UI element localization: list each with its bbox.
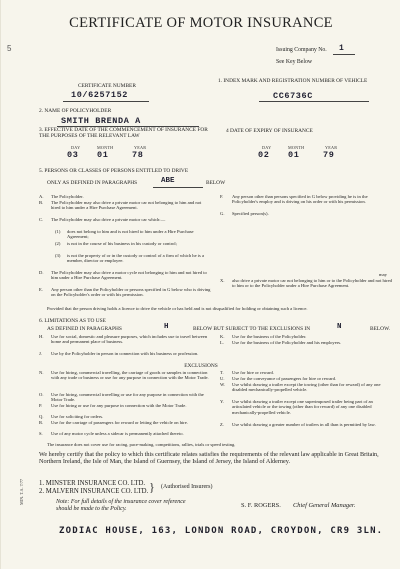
start-month: 01 — [97, 150, 109, 160]
end-day-caption: DAY — [262, 145, 272, 150]
insurers-brace: } — [149, 480, 155, 494]
end-year: 79 — [323, 150, 335, 160]
use-paragraph: H — [164, 323, 169, 331]
para-x: also drive a private motor car not belonging to him or to the Policyholder and not hired to him or to the Policyholder under a Hire Purchase Agreement. — [232, 278, 392, 289]
page-title: CERTIFICATE OF MOTOR INSURANCE — [69, 15, 333, 31]
policyholder-label: 2. NAME OF POLICYHOLDER — [39, 108, 112, 114]
certificate-number-label: CERTIFICATE NUMBER — [78, 83, 136, 89]
start-day-caption: DAY — [71, 145, 81, 150]
para-r: Use for the carriage of passengers for reward or letting the vehicle on hire. — [51, 420, 188, 425]
policy-note: Note: For full details of the insurance cover reference should be made to the Policy. — [56, 499, 186, 512]
para-u: Use for the conveyance of passengers for hire or reward. — [232, 376, 337, 381]
certify-statement: We hereby certify that the policy to which this certificate relates satisfies the requirements of the relevant law applicable in Great Britain, Northern Ireland, the Isle of Man, the Island of Guernsey, the Island of Jersey, the Island of Alderney. — [39, 451, 379, 465]
start-year-caption: YEAR — [134, 145, 147, 150]
start-year: 78 — [132, 150, 144, 160]
para-w: Use whilst drawing a trailer except the towing (other than for reward) of any one disabled mechanically-propelled vehicle. — [232, 382, 381, 393]
certificate-number: 10/6257152 — [71, 90, 129, 100]
insurer-1: 1. MINSTER INSURANCE CO. LTD. — [39, 480, 146, 487]
see-key-note: See Key Below — [276, 59, 313, 65]
para-k: Use for the business of the Policyholder. — [232, 334, 307, 339]
signatory-title: Chief General Manager. — [293, 502, 356, 509]
authorised-insurers-label: (Authorised Insurers) — [161, 484, 213, 490]
para-d: The Policyholder may also drive a motor cycle not belonging to him and not hired to him under a Hire Purchase Agreement. — [51, 270, 207, 281]
para-z: Use whilst drawing a greater number of trailers in all than is permitted by law. — [232, 422, 376, 427]
para-l: Use for the business of the Policyholder and his employers. — [232, 340, 342, 345]
para-x-may: may — [379, 272, 387, 277]
section5-heading: 5. PERSONS OR CLASSES OF PERSONS ENTITLED TO DRIVE — [39, 168, 189, 174]
signatory-name: S. F. ROGERS. — [241, 502, 281, 509]
end-day: 02 — [258, 150, 270, 160]
para-s: Use of any motor cycle unless a sidecar is permanently attached thereto. — [51, 431, 184, 436]
para-c: The Policyholder may also drive a private motor car which:— — [51, 217, 166, 222]
para-f: Any person other than persons specified in G below providing he is in the Policyholder's employ and is driving on his order or with his permission. — [232, 194, 368, 205]
section6-below: BELOW. — [370, 326, 391, 332]
para-o: Use for hiring, commercial travelling or use for any purpose in connection with the Motor Trade. — [51, 392, 204, 403]
insurer-2: 2. MALVERN INSURANCE CO. LTD. — [39, 488, 149, 495]
exclusion-paragraph: N — [337, 323, 342, 331]
index-mark-label: 1. INDEX MARK AND REGISTRATION NUMBER OF VEHICLE — [218, 78, 368, 84]
form-code: MIN. T.A. 7/77 — [19, 478, 24, 505]
para-c2: is not in the course of his business in his custody or control; — [67, 241, 177, 246]
expiry-label: 4 DATE OF EXPIRY OF INSURANCE — [226, 128, 313, 134]
para-q: Use for soliciting for orders. — [51, 414, 104, 419]
end-month-caption: MONTH — [288, 145, 305, 150]
para-c1: does not belong to him and is not hired to him under a Hire Purchase Agreement; — [67, 229, 194, 240]
para-t: Use for hire or reward. — [232, 370, 274, 375]
policyholder-name: SMITH BRENDA A — [61, 116, 141, 126]
para-n: Use for hiring, commercial travelling, the carriage of goods or samples in connection with any trade or business or use for any purpose in connection with the Motor Trade. — [51, 370, 209, 381]
racing-exclusion: The insurance does not cover use for racing, pace-making, competitions, rallies, trials or speed testing. — [47, 442, 236, 447]
para-b: The Policyholder may also drive a private motor car not belonging to him and not hired to him under a Hire Purchase Agreement. — [51, 200, 202, 211]
margin-mark: 5 — [7, 44, 12, 53]
para-h: Use for social, domestic and pleasure purposes, which includes use to travel between home and permanent place of business. — [51, 334, 208, 345]
registration-number: CC6736C — [273, 91, 313, 101]
commencement-label: 3. EFFECTIVE DATE OF THE COMMENCEMENT OF INSURANCE FOR THE PURPOSES OF THE RELEVANT LAW — [39, 127, 208, 139]
end-year-caption: YEAR — [325, 145, 338, 150]
section5-below: BELOW — [206, 180, 226, 186]
para-c3: is not the property of or in the custody or control of a firm of which he is a member, director or employee. — [67, 253, 205, 264]
exclusions-heading: EXCLUSIONS — [184, 363, 218, 369]
start-day: 03 — [67, 150, 79, 160]
drive-paragraphs: ABE — [161, 177, 175, 185]
limitations-as-defined: AS DEFINED IN PARAGRAPHS — [47, 326, 122, 332]
para-e: Any person other than the Policyholder or persons specified in G below who is driving on the Policyholder's order or with his permission. — [51, 287, 211, 298]
licence-proviso: Provided that the person driving holds a licence to drive the vehicle or has held and is not disqualified for holding or obtaining such a licence. — [47, 306, 308, 311]
issuing-company-label: Issuing Company No. — [276, 47, 327, 53]
section6-heading: 6. LIMITATIONS AS TO USE — [39, 318, 106, 324]
para-p: Use for hiring or use for any purpose in connection with the Motor Trade. — [51, 403, 187, 408]
below-but-subject: BELOW BUT SUBJECT TO THE EXCLUSIONS IN — [193, 326, 311, 332]
para-j: Use by the Policyholder in person in connection with his business or profession. — [51, 351, 199, 356]
address-stamp: ZODIAC HOUSE, 163, LONDON ROAD, CROYDON, CR9 3LN. — [59, 526, 384, 536]
issuing-company-no: 1 — [339, 44, 344, 53]
only-as-defined: ONLY AS DEFINED IN PARAGRAPHS — [47, 180, 138, 186]
start-month-caption: MONTH — [97, 145, 114, 150]
para-g: Specified person(s). — [232, 211, 269, 216]
certificate-page: CERTIFICATE OF MOTOR INSURANCE 5 Issuing Company No. 1 See Key Below CERTIFICATE NUMBER 10/6257152 1. INDEX MARK AND REGISTRATION NUMBER OF VEHICLE CC6736C 2. NAME OF POLICYHOLDER SMITH BRENDA A 3. EFFECTIVE DATE OF THE COMMENCEMENT OF INSURANCE FOR THE PURPOSES OF THE RELEVANT LAW 4 DATE OF EXPIRY OF INSURANCE DAY MONTH YEAR 03 01 78 DAY MONTH YEAR 02 01 79 5. PERSONS OR CLASSES OF PERSONS ENTITLED TO DRIVE ONLY AS DEFINED IN PARAGRAPHS ABE BELOW A. The Policyholder. B. The Policyholder may also drive a private motor car not belonging to him and not hired to him under a Hire Purchase Agreement. C. The Policyholder may also drive a private motor car which:— (1) does not belong to him and is not hired to him under a Hire Purchase Agreement; (2) is not in the course of his business in his custody or control; (3) is not the property of or in the custody or control of a firm of which he is a member, director or employee. D. The Policyholder may also drive a motor cycle not belonging to him and not hired to him under a Hire Purchase Agreement. E. Any person other than the Policyholder or persons specified in G below who is driving on the Policyholder's order or with his permission. F. Any person other than persons specified in G below providing he is in the Policyholder's employ and is driving on his order or with his permission. G. Specified person(s). may X. also drive a private motor car not belonging to him or to the Policyholder and not hired to him or to the Policyholder under a Hire Purchase Agreement. Provided that the person driving holds a licence to drive the vehicle or has held and is not disqualified for holding or obtaining such a licence. 6. LIMITATIONS AS TO USE AS DEFINED IN PARAGRAPHS H BELOW BUT SUBJECT TO THE EXCLUSIONS IN N BELOW. H. Use for social, domestic and pleasure purposes, which includes use to travel between home and permanent place of business. J. Use by the Policyholder in person in connection with his business or profession. K. Use for the business of the Policyholder. L. Use for the business of the Policyholder and his employers. EXCLUSIONS N. Use for hiring, commercial travelling, the carriage of goods or samples in connection with any trade or business or use for any purpose in connection with the Motor Trade. O. Use for hiring, commercial travelling or use for any purpose in connection with the Motor Trade. P. Use for hiring or use for any purpose in connection with the Motor Trade. Q. Use for soliciting for orders. R. Use for the carriage of passengers for reward or letting the vehicle on hire. S. Use of any motor cycle unless a sidecar is permanently attached thereto. T. Use for hire or reward. U. Use for the conveyance of passengers for hire or reward. W. Use whilst drawing a trailer except the towing (other than for reward) of any one disabled mechanically-propelled vehicle. Y. Use whilst drawing a trailer except one superimposed trailer being part of an articulated vehicle or the towing (other than for reward) of any one disabled mechanically-propelled vehicle. Z. Use whilst drawing a greater number of trailers in all than is permitted by law. The insurance does not cover use for racing, pace-making, competitions, rallies, trials or speed testing. We hereby certify that the policy to which this certificate relates satisfies the requirements of the relevant law applicable in Great Britain, Northern Ireland, the Isle of Man, the Island of Guernsey, the Island of Jersey, the Island of Alderney. 1. MINSTER INSURANCE CO. LTD. 2. MALVERN INSURANCE CO. LTD. } (Authorised Insurers) Note: For full details of the insurance cover reference should be made to the Policy. S. F. ROGERS. Chief General Manager. ZODIAC HOUSE, 163, LONDON ROAD, CROYDON, CR9 3LN. MIN. T.A. 7/77 — [0, 0, 400, 569]
end-month: 01 — [288, 150, 300, 160]
para-a: The Policyholder. — [51, 194, 84, 199]
para-y: Use whilst drawing a trailer except one superimposed trailer being part of an articulated vehicle or the towing (other than for reward) of any one disabled mechanically-propelled vehicle. — [232, 399, 373, 415]
